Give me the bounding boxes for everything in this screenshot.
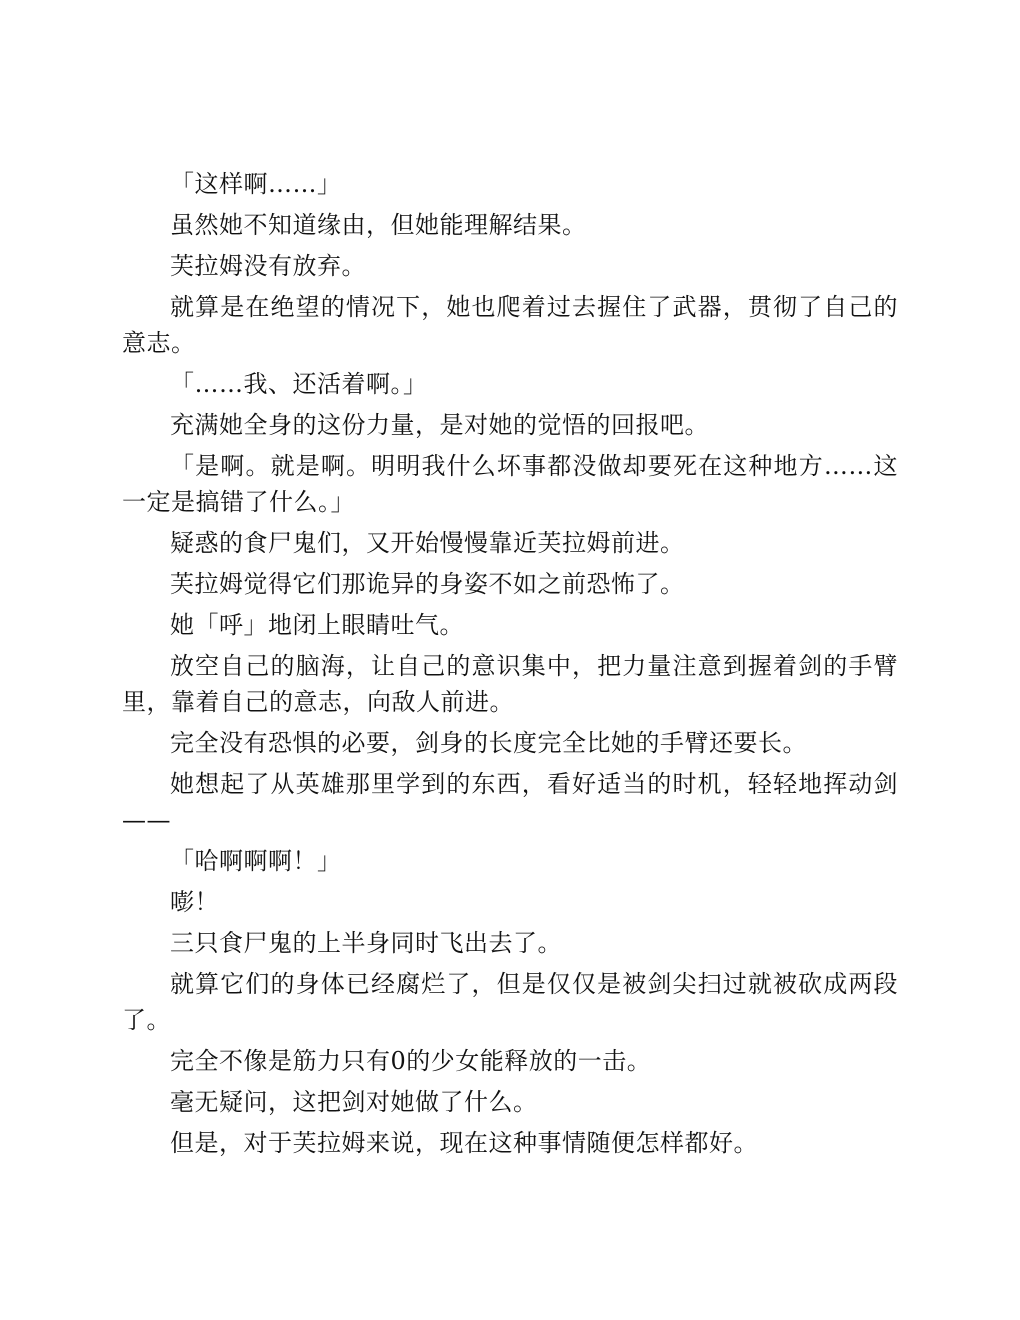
paragraph: 嘭！	[170, 888, 219, 916]
paragraph: 她「呼」地闭上眼睛吐气。	[170, 611, 464, 639]
paragraph: 「……我、还活着啊。」	[170, 370, 428, 398]
paragraph: 三只食尸鬼的上半身同时飞出去了。	[170, 929, 562, 957]
paragraph: 疑惑的食尸鬼们，又开始慢慢靠近芙拉姆前进。	[170, 529, 685, 557]
paragraph: 完全不像是筋力只有0的少女能释放的一击。	[170, 1047, 652, 1075]
paragraph: 完全没有恐惧的必要，剑身的长度完全比她的手臂还要长。	[170, 729, 807, 757]
paragraph: 充满她全身的这份力量，是对她的觉悟的回报吧。	[170, 411, 709, 439]
document-page	[122, 166, 898, 1166]
paragraph: 放空自己的脑海，让自己的意识集中，把力量注意到握着剑的手臂里，靠着自己的意志，向敌人前进。	[122, 652, 898, 716]
paragraph: 「这样啊……」	[170, 170, 342, 198]
paragraph: 但是，对于芙拉姆来说，现在这种事情随便怎样都好。	[170, 1129, 758, 1157]
paragraph: 「哈啊啊啊！」	[170, 847, 342, 875]
paragraph: 虽然她不知道缘由，但她能理解结果。	[170, 211, 587, 239]
paragraph: 芙拉姆觉得它们那诡异的身姿不如之前恐怖了。	[170, 570, 685, 598]
paragraph: 她想起了从英雄那里学到的东西，看好适当的时机，轻轻地挥动剑——	[122, 770, 898, 834]
paragraph: 就算它们的身体已经腐烂了，但是仅仅是被剑尖扫过就被砍成两段了。	[122, 970, 898, 1034]
paragraph: 毫无疑问，这把剑对她做了什么。	[170, 1088, 538, 1116]
paragraph: 「是啊。就是啊。明明我什么坏事都没做却要死在这种地方……这一定是搞错了什么。」	[122, 452, 898, 516]
paragraph: 就算是在绝望的情况下，她也爬着过去握住了武器，贯彻了自己的意志。	[122, 293, 898, 357]
paragraph: 芙拉姆没有放弃。	[170, 252, 366, 280]
